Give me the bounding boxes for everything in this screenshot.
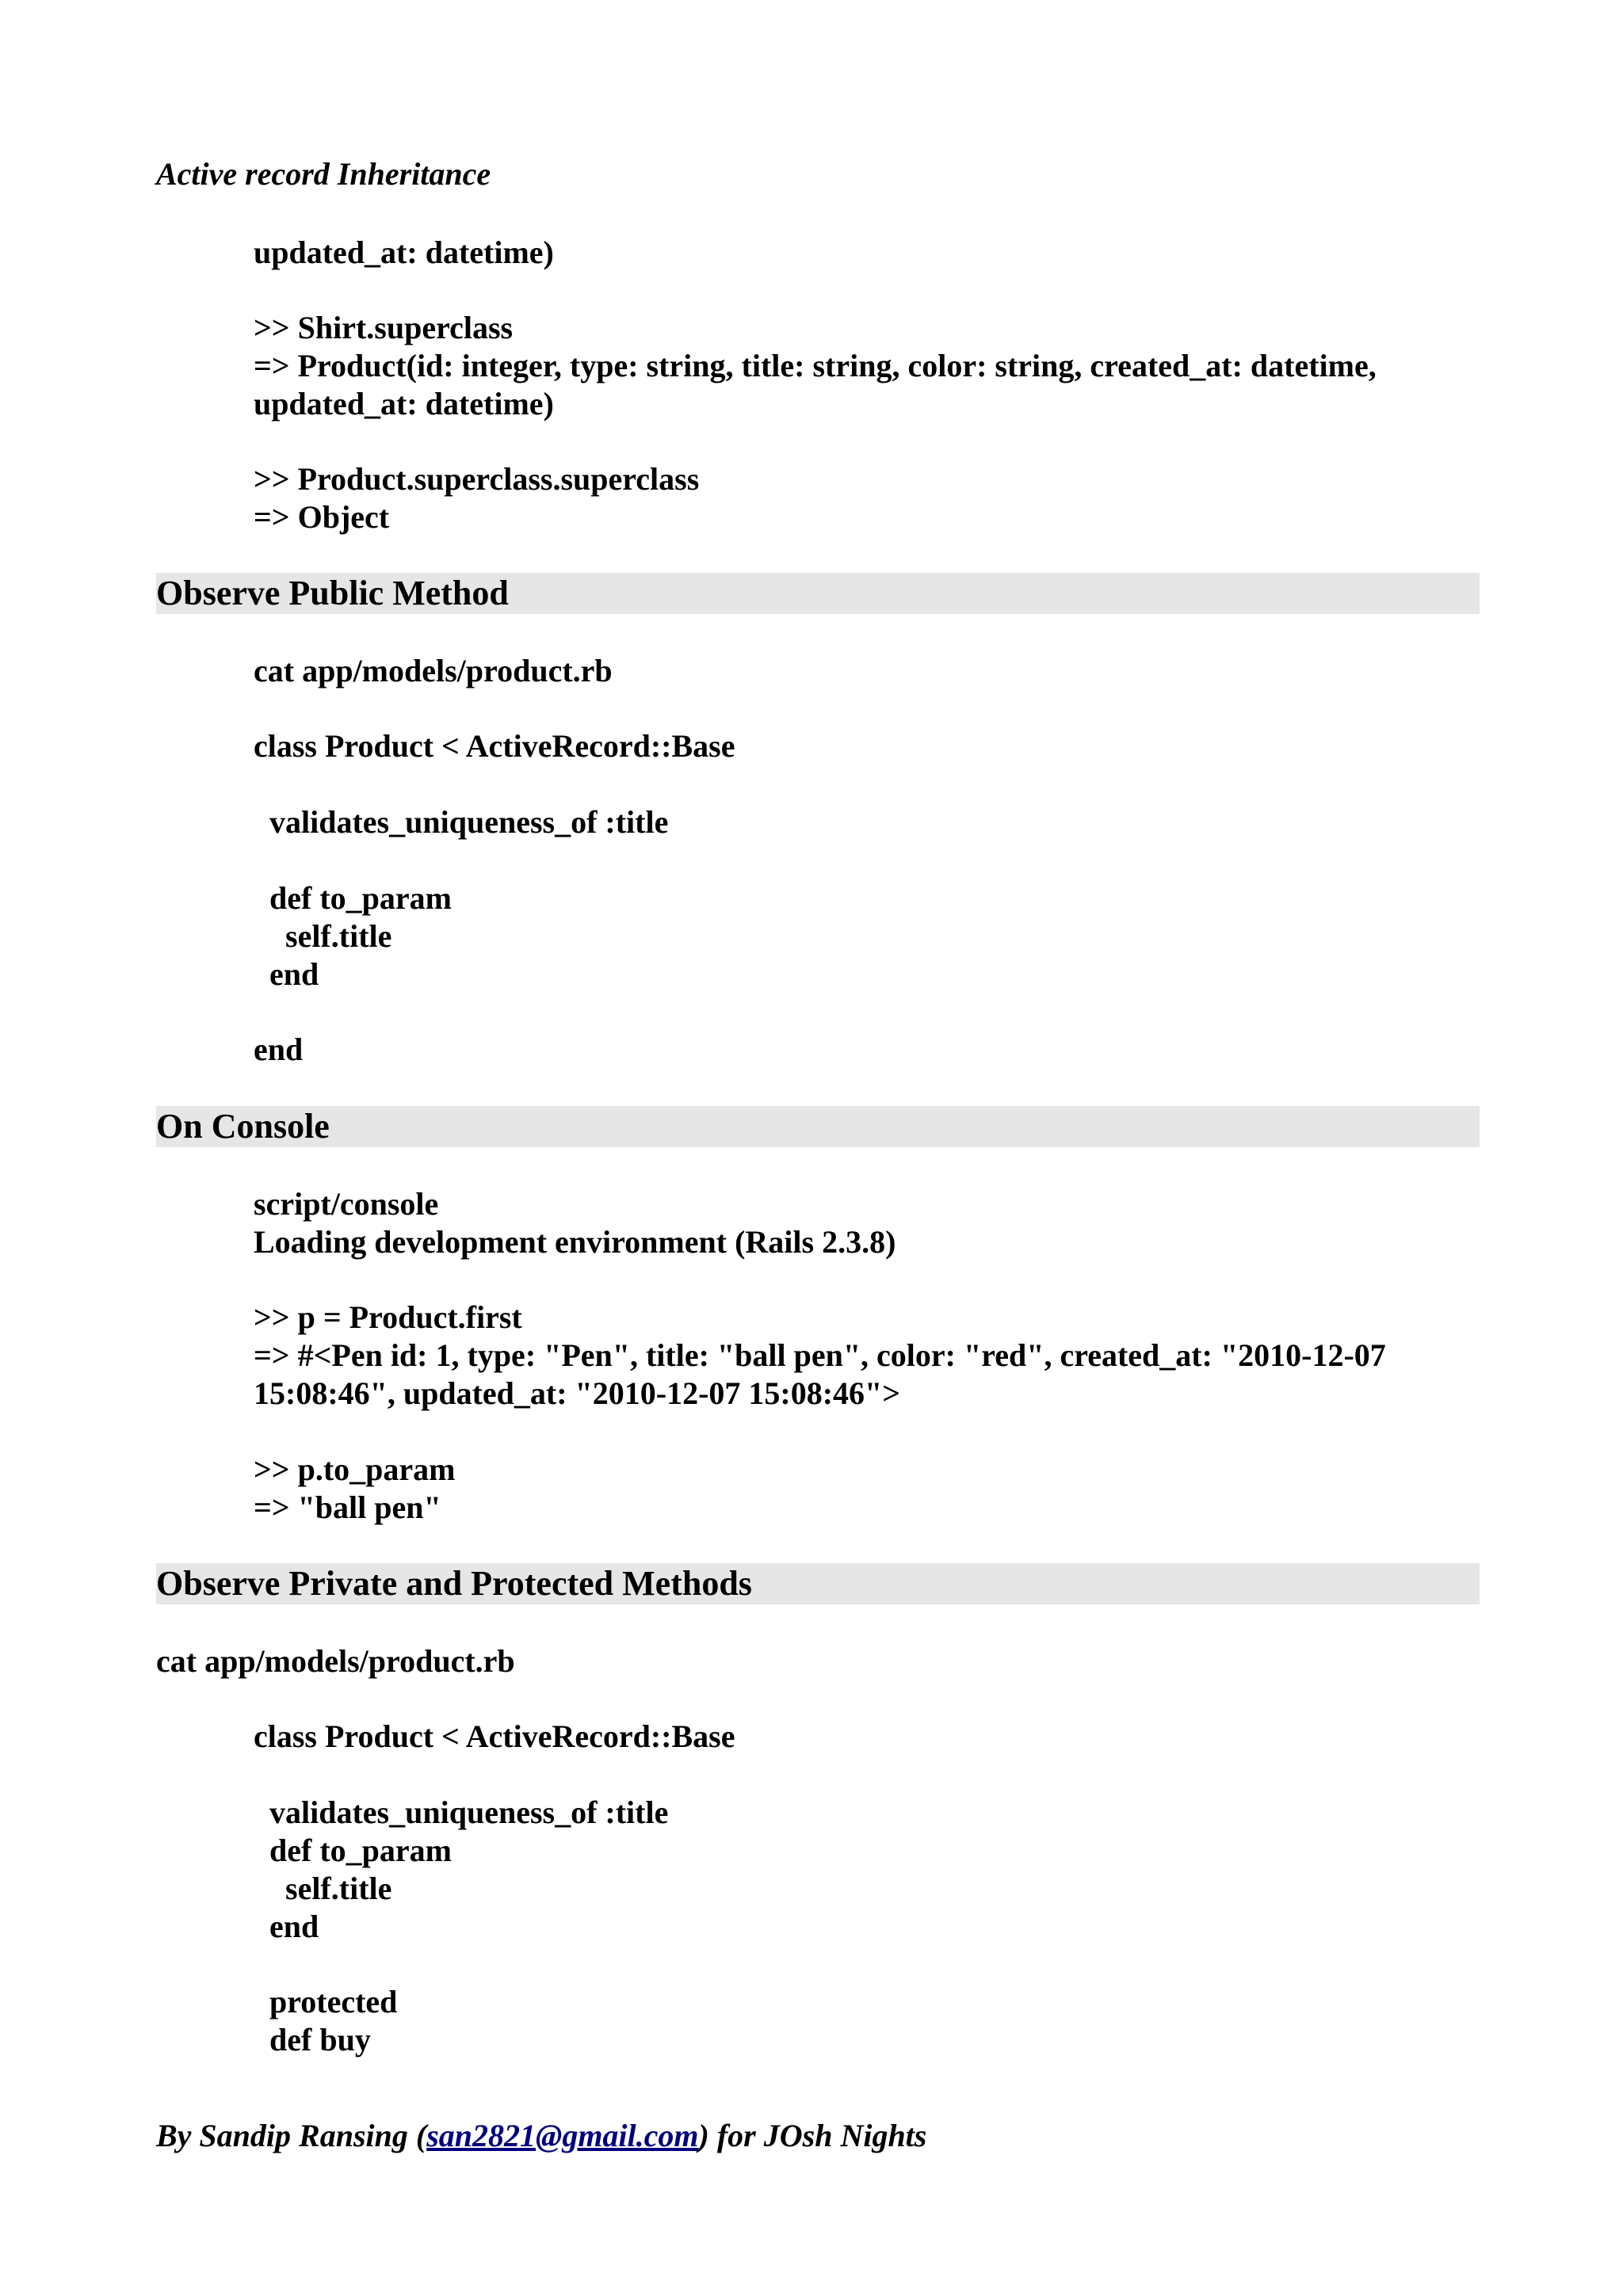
- code-line: => "ball pen": [254, 1489, 441, 1525]
- code-line: end: [254, 956, 319, 992]
- section-heading-private-protected: Observe Private and Protected Methods: [156, 1564, 752, 1603]
- code-line: updated_at: datetime): [254, 235, 554, 270]
- code-line: updated_at: datetime): [254, 386, 554, 421]
- code-line: class Product < ActiveRecord::Base: [254, 728, 735, 764]
- author-email-link[interactable]: san2821@gmail.com: [426, 2118, 699, 2153]
- code-line: self.title: [254, 918, 392, 954]
- code-line: def buy: [254, 2022, 371, 2058]
- page-footer: [156, 2117, 926, 2155]
- code-line: => #<Pen id: 1, type: "Pen", title: "ball pen", color: "red", created_at: "2010-12-07: [254, 1337, 1386, 1373]
- code-line: >> Shirt.superclass: [254, 310, 514, 345]
- code-line: >> p.to_param: [254, 1451, 456, 1487]
- section-heading-public-method: Observe Public Method: [156, 574, 509, 612]
- section-heading-on-console: On Console: [156, 1107, 330, 1146]
- footer-suffix: ) for JOsh Nights: [698, 2118, 927, 2153]
- code-line: class Product < ActiveRecord::Base: [254, 1718, 735, 1754]
- footer-prefix: By Sandip Ransing (: [156, 2118, 427, 2153]
- code-line: self.title: [254, 1871, 392, 1906]
- code-line: end: [254, 1032, 304, 1067]
- code-line: => Object: [254, 499, 390, 535]
- code-line: cat app/models/product.rb: [156, 1643, 515, 1679]
- code-line: def to_param: [254, 1833, 452, 1868]
- section-heading-bar: [156, 1106, 1480, 1147]
- code-line: end: [254, 1909, 319, 1944]
- code-line: >> p = Product.first: [254, 1299, 522, 1335]
- code-line: def to_param: [254, 880, 452, 916]
- page-header-title: Active record Inheritance: [156, 156, 491, 192]
- code-line: 15:08:46", updated_at: "2010-12-07 15:08:46">: [254, 1375, 901, 1411]
- code-line: validates_uniqueness_of :title: [254, 804, 669, 840]
- code-line: cat app/models/product.rb: [254, 653, 613, 688]
- code-line: validates_uniqueness_of :title: [254, 1794, 669, 1830]
- code-line: script/console: [254, 1186, 439, 1222]
- code-line: => Product(id: integer, type: string, title: string, color: string, created_at: datetime,: [254, 348, 1377, 383]
- code-line: Loading development environment (Rails 2.3.8): [254, 1224, 896, 1260]
- code-line: protected: [254, 1984, 398, 2019]
- code-line: >> Product.superclass.superclass: [254, 461, 700, 497]
